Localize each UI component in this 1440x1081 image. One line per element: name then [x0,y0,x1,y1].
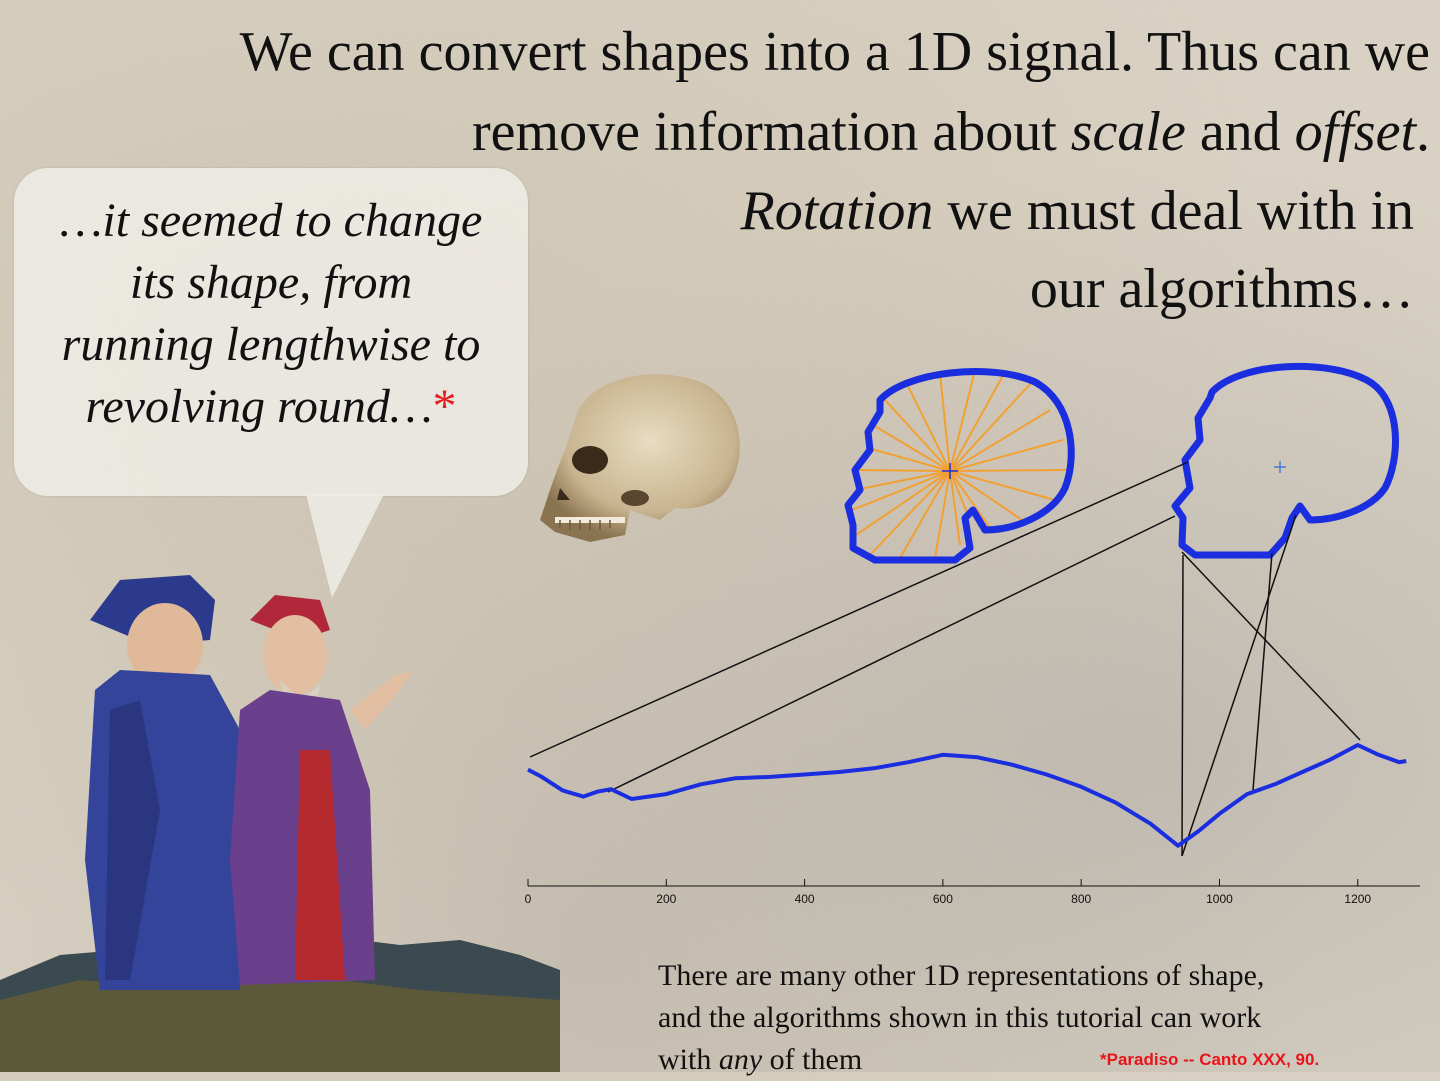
heading-offset: offset [1294,101,1416,163]
quote-line1: …it seemed to change [59,194,483,247]
signal-chart [525,745,1420,906]
radial-line [873,425,950,471]
heading-line2-mid: and [1185,101,1295,163]
radial-line [950,471,1025,522]
quote-line4: revolving round… [85,380,433,433]
slide-heading [10,12,1430,172]
caption-line3-pre: with [658,1043,719,1076]
heading-line2-post: . [1416,101,1430,163]
medieval-figures-illustration [0,560,560,1072]
caption-line1: There are many other 1D representations of shape, [658,959,1265,992]
quote-line3: running lengthwise to [61,318,481,371]
skull-outline-plain [1175,366,1395,555]
skull-photo [535,360,750,550]
radial-line [900,471,950,558]
radial-line [855,471,950,490]
heading-line1: We can convert shapes into a 1D signal. Thus can we [239,21,1430,83]
radial-line [870,471,950,555]
radial-line [950,410,1050,471]
x-tick-label: 600 [932,892,953,906]
radial-line [950,470,1066,471]
radial-line [950,471,1055,500]
dante-quote [24,190,518,438]
signal-line [528,745,1406,846]
quote-line2: its shape, from [129,256,413,309]
slide-heading-cont [514,172,1414,328]
skull-outline-radial [848,370,1071,560]
x-tick-label: 800 [1071,892,1092,906]
heading-line4: our algorithms… [1029,258,1414,320]
heading-scale: scale [1070,101,1186,163]
x-tick-label: 200 [656,892,677,906]
radial-line [950,471,968,515]
x-tick-label: 0 [524,892,532,906]
quote-asterisk: * [432,380,457,433]
radial-line [950,440,1063,471]
radial-line [852,471,950,510]
x-tick-label: 1000 [1206,892,1233,906]
radial-line [905,380,950,471]
radial-line [950,370,975,471]
radial-line [935,471,950,558]
heading-line2-pre: remove information about [472,101,1071,163]
caption-line2: and the algorithms shown in this tutorial can work [658,1001,1262,1034]
radial-line [885,400,950,471]
radial-line [950,471,960,545]
radial-line [868,448,950,471]
radial-line [858,470,950,471]
radial-line [950,382,1032,471]
x-tick-label: 1200 [1344,892,1372,906]
caption-line3-post: of them [762,1043,863,1076]
x-axis-ticks [525,879,1372,906]
radial-line [856,471,950,535]
caption-any: any [718,1043,763,1076]
radial-line [950,471,990,528]
x-tick-label: 400 [794,892,815,906]
heading-line3-post: we must deal with in [933,180,1414,242]
radial-line [950,372,1005,471]
footnote: *Paradiso -- Canto XXX, 90. [1100,1050,1320,1069]
heading-rotation: Rotation [740,180,934,242]
radial-line [940,373,950,471]
